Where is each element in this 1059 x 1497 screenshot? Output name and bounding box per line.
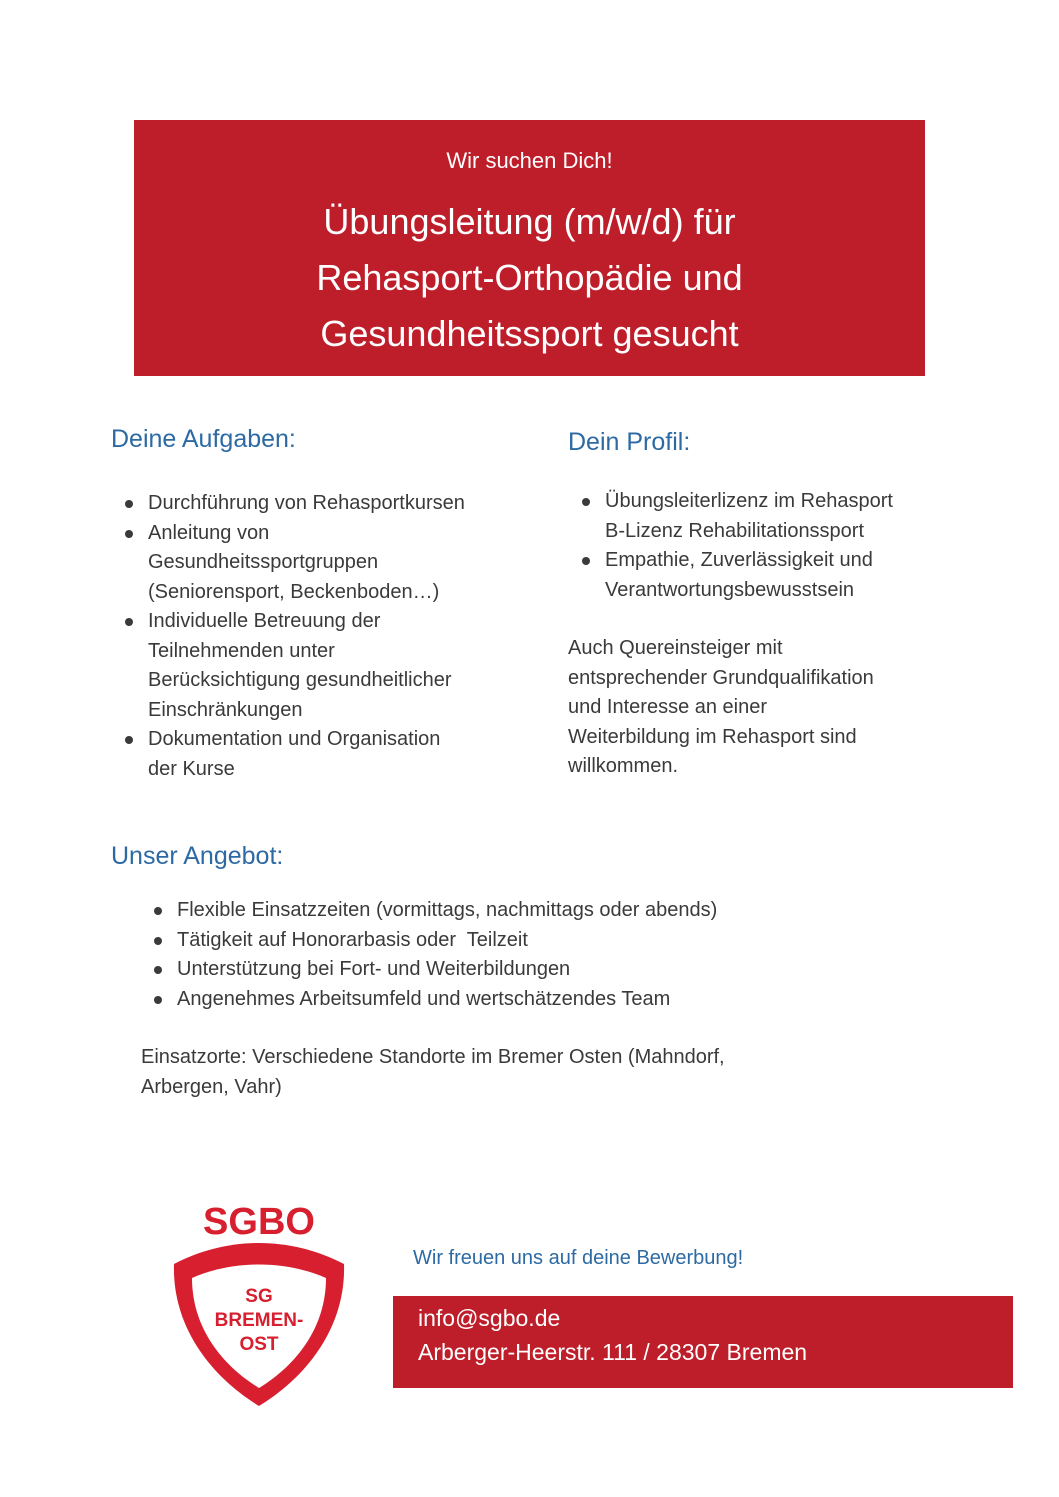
page-title xyxy=(134,194,925,362)
list-item: Angenehmes Arbeitsumfeld und wertschätzendes Team xyxy=(149,985,949,1015)
list-item: Dokumentation und Organisation der Kurse xyxy=(120,725,540,784)
angebot-heading: Unser Angebot: xyxy=(111,842,284,870)
list-item: Individuelle Betreuung der Teilnehmenden unter Berücksichtigung gesundheitlicher Einschränkungen xyxy=(120,607,540,725)
title-line: Rehasport-Orthopädie und xyxy=(316,257,743,298)
email-link[interactable]: info@sgbo.de xyxy=(418,1305,561,1331)
header-subtitle: Wir suchen Dich! xyxy=(446,148,613,173)
aufgaben-heading: Deine Aufgaben: xyxy=(111,425,296,453)
profil-list xyxy=(577,487,997,605)
list-item: Flexible Einsatzzeiten (vormittags, nachmittags oder abends) xyxy=(149,896,949,926)
angebot-list xyxy=(149,896,949,1014)
aufgaben-list xyxy=(120,489,540,784)
title-line: Übungsleitung (m/w/d) für xyxy=(323,201,736,242)
list-item: Empathie, Zuverlässigkeit und Verantwortungsbewusstsein xyxy=(577,546,997,605)
list-item: Unterstützung bei Fort- und Weiterbildungen xyxy=(149,955,949,985)
list-item: Durchführung von Rehasportkursen xyxy=(120,489,540,519)
locations-text: Einsatzorte: Verschiedene Standorte im Bremer Osten (Mahndorf, Arbergen, Vahr) xyxy=(141,1046,725,1098)
list-item: Übungsleiterlizenz im Rehasport B-Lizenz Rehabilitationssport xyxy=(577,487,997,546)
address-text: Arberger-Heerstr. 111 / 28307 Bremen xyxy=(418,1339,808,1365)
profil-note: Auch Quereinsteiger mit entsprechender Grundqualifikation und Interesse an einer Weiterbildung im Rehasport sind willkommen. xyxy=(568,637,874,777)
logo-line: BREMEN- xyxy=(214,1310,304,1331)
header-banner xyxy=(134,120,925,376)
list-item: Anleitung von Gesundheitssportgruppen (Seniorensport, Beckenboden…) xyxy=(120,519,540,608)
logo-line: OST xyxy=(239,1334,279,1355)
list-item: Tätigkeit auf Honorarbasis oder Teilzeit xyxy=(149,926,949,956)
profil-heading: Dein Profil: xyxy=(568,428,691,456)
sgbo-shield-logo xyxy=(168,1196,350,1410)
logo-top-text: SGBO xyxy=(203,1201,315,1243)
contact-box xyxy=(393,1296,1013,1388)
title-line: Gesundheitssport gesucht xyxy=(320,313,739,354)
invite-text: Wir freuen uns auf deine Bewerbung! xyxy=(413,1247,744,1269)
logo-line: SG xyxy=(245,1286,273,1307)
